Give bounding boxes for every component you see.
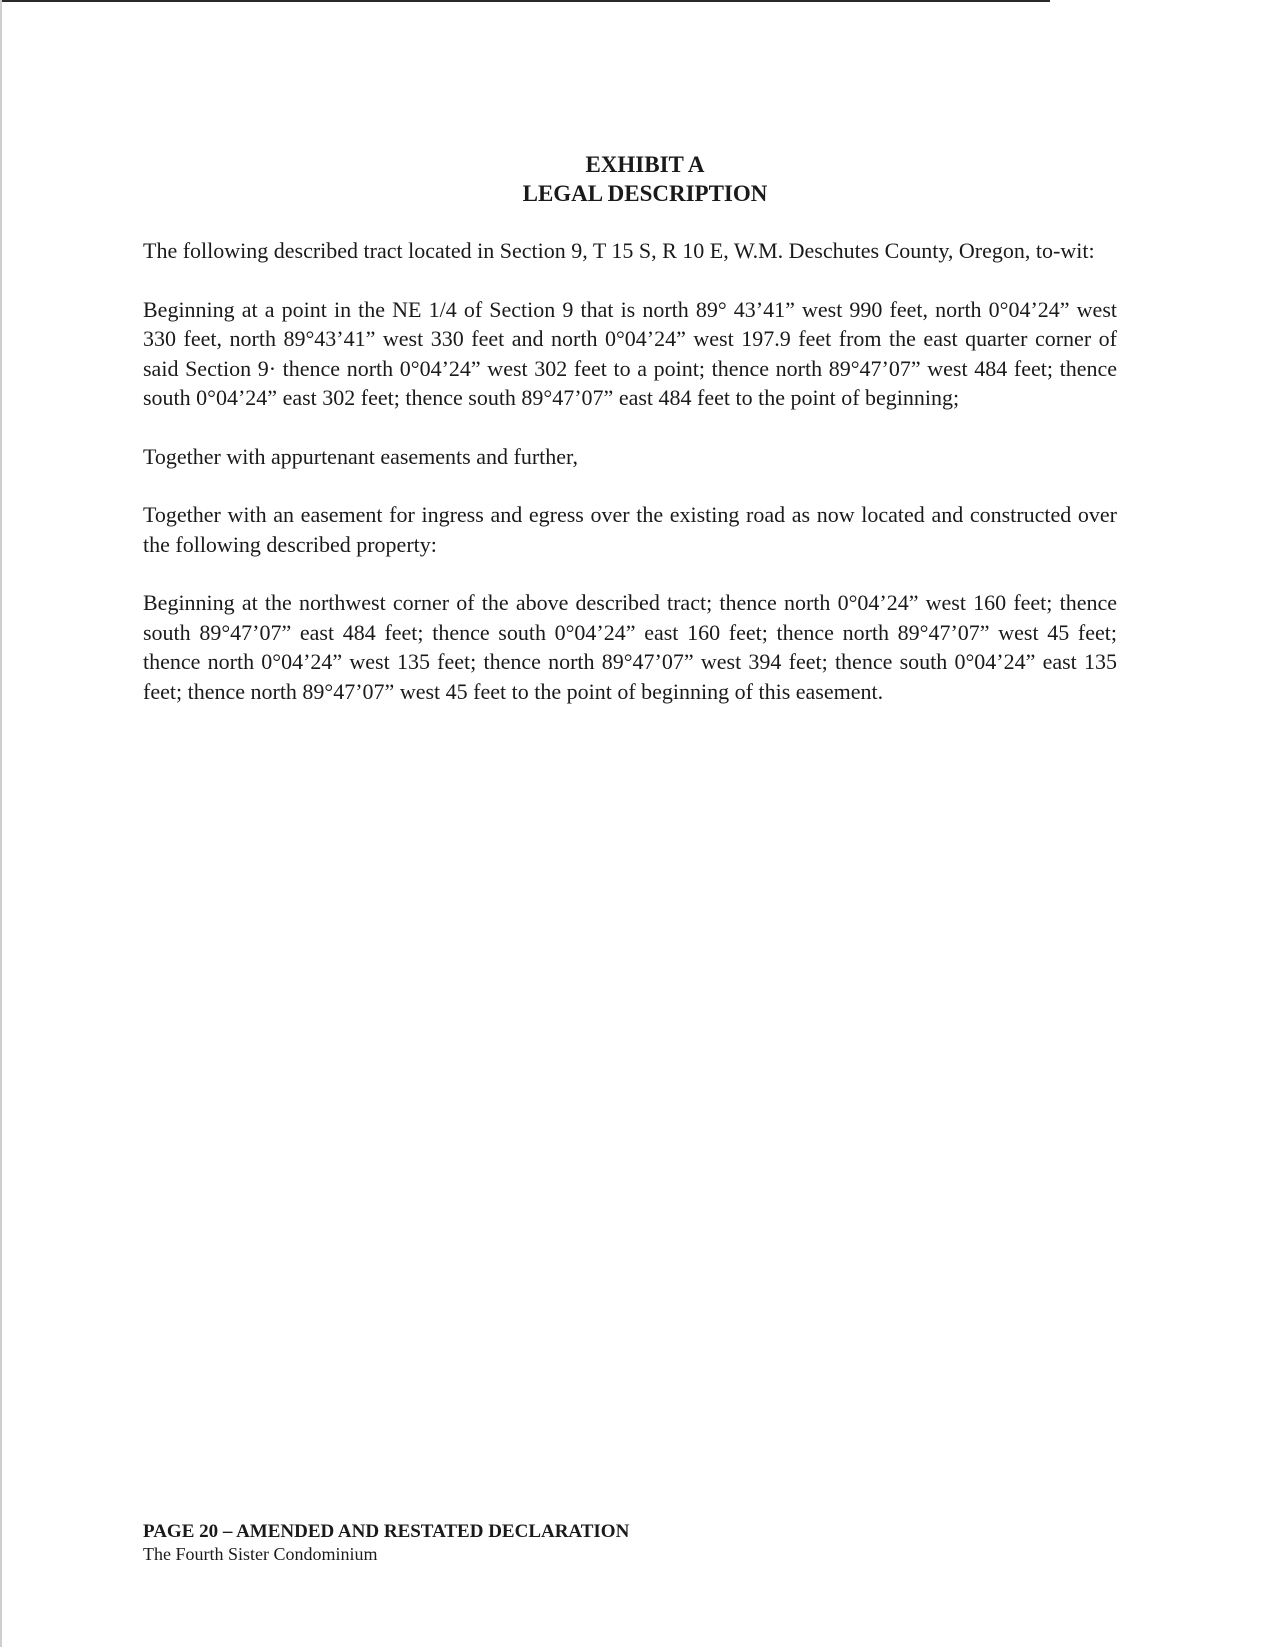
paragraph-tract-boundary: Beginning at a point in the NE 1/4 of Section 9 that is north 89° 43’41” west 990 feet, north 0°04’24” west 330 feet, north 89°43’41” west 330 feet and north 0°04’24” west 197.9 feet from the east quarter corner of said Section 9· thence north 0°04’24” west 302 feet to a point; thence north 89°47’07” west 484 feet; thence south 0°04’24” east 302 feet; thence south 89°47’07” east 484 feet to the point of beginning;: [143, 296, 1117, 410]
paragraph-road-easement: Together with an easement for ingress and egress over the existing road as now located and constructed over the following described property:: [143, 502, 1117, 557]
footer-page-label: PAGE 20 – AMENDED AND RESTATED DECLARATION: [143, 1521, 630, 1542]
scan-left-edge: [0, 0, 2, 1647]
footer-subtitle: The Fourth Sister Condominium: [143, 1544, 378, 1564]
paragraph-appurtenant-easements: Together with appurtenant easements and further,: [143, 443, 578, 469]
document-body: [143, 236, 1117, 735]
document-heading: [0, 150, 1276, 208]
paragraph-easement-boundary: Beginning at the northwest corner of the above described tract; thence north 0°04’24” west 160 feet; thence south 89°47’07” east 484 feet; thence south 0°04’24” east 160 feet; thence north 89°47’07” west 45 feet; thence north 0°04’24” west 135 feet; thence north 89°47’07” west 394 feet; thence south 0°04’24” east 135 feet; thence north 89°47’07” west 45 feet to the point of beginning of this easement.: [143, 590, 1117, 704]
scan-top-edge: [0, 0, 1050, 2]
paragraph-tract-location: The following described tract located in Section 9, T 15 S, R 10 E, W.M. Deschutes County, Oregon, to-wit:: [143, 238, 1095, 263]
page-footer: [143, 1520, 943, 1566]
legal-description-title: LEGAL DESCRIPTION: [522, 181, 768, 206]
exhibit-title: EXHIBIT A: [585, 152, 705, 177]
